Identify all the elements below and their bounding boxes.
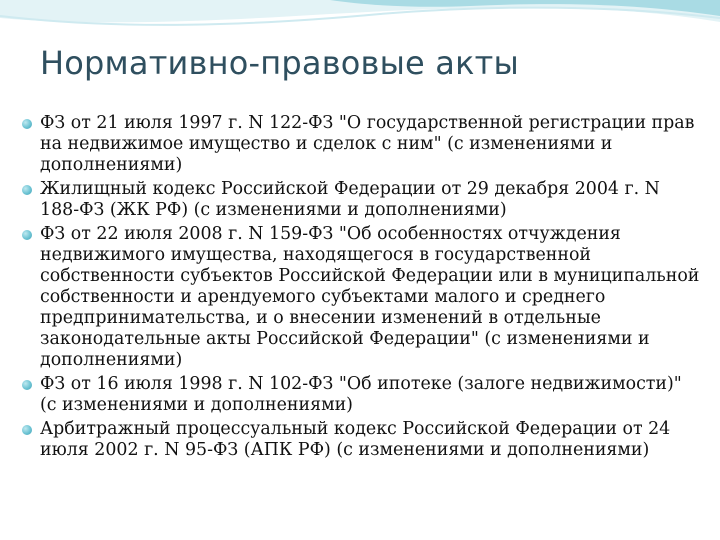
bullet-dot-icon	[22, 119, 32, 129]
bullet-dot-icon	[22, 185, 32, 195]
list-item-text: ФЗ от 21 июля 1997 г. N 122-ФЗ "О государственной регистрации прав на недвижимое имущество и сделок с ним" (с изменениями и дополнениями)	[40, 113, 695, 175]
list-item	[22, 113, 702, 176]
list-item-text: Жилищный кодекс Российской Федерации от 29 декабря 2004 г. N 188-ФЗ (ЖК РФ) (с изменениями и дополнениями)	[40, 179, 660, 220]
list-item	[22, 179, 702, 221]
bullet-list	[22, 113, 702, 464]
bullet-dot-icon	[22, 230, 32, 240]
list-item	[22, 224, 702, 371]
list-item	[22, 419, 702, 461]
bullet-dot-icon	[22, 380, 32, 390]
list-item-text: ФЗ от 16 июля 1998 г. N 102-ФЗ "Об ипотеке (залоге недвижимости)" (с изменениями и дополнениями)	[40, 374, 682, 415]
list-item-text: Арбитражный процессуальный кодекс Российской Федерации от 24 июля 2002 г. N 95-ФЗ (АПК РФ) (с изменениями и дополнениями)	[40, 419, 671, 460]
slide-title: Нормативно-правовые акты	[40, 44, 519, 82]
bullet-dot-icon	[22, 425, 32, 435]
list-item-text: ФЗ от 22 июля 2008 г. N 159-ФЗ "Об особенностях отчуждения недвижимого имущества, находящегося в государственной собственности субъектов Российской Федерации или в муниципальной собственности и арендуемого субъектами малого и среднего предпринимательства, и о внесении изменений в отдельные законодательные акты Российской Федерации" (с изменениями и дополнениями)	[40, 224, 700, 370]
list-item	[22, 374, 702, 416]
